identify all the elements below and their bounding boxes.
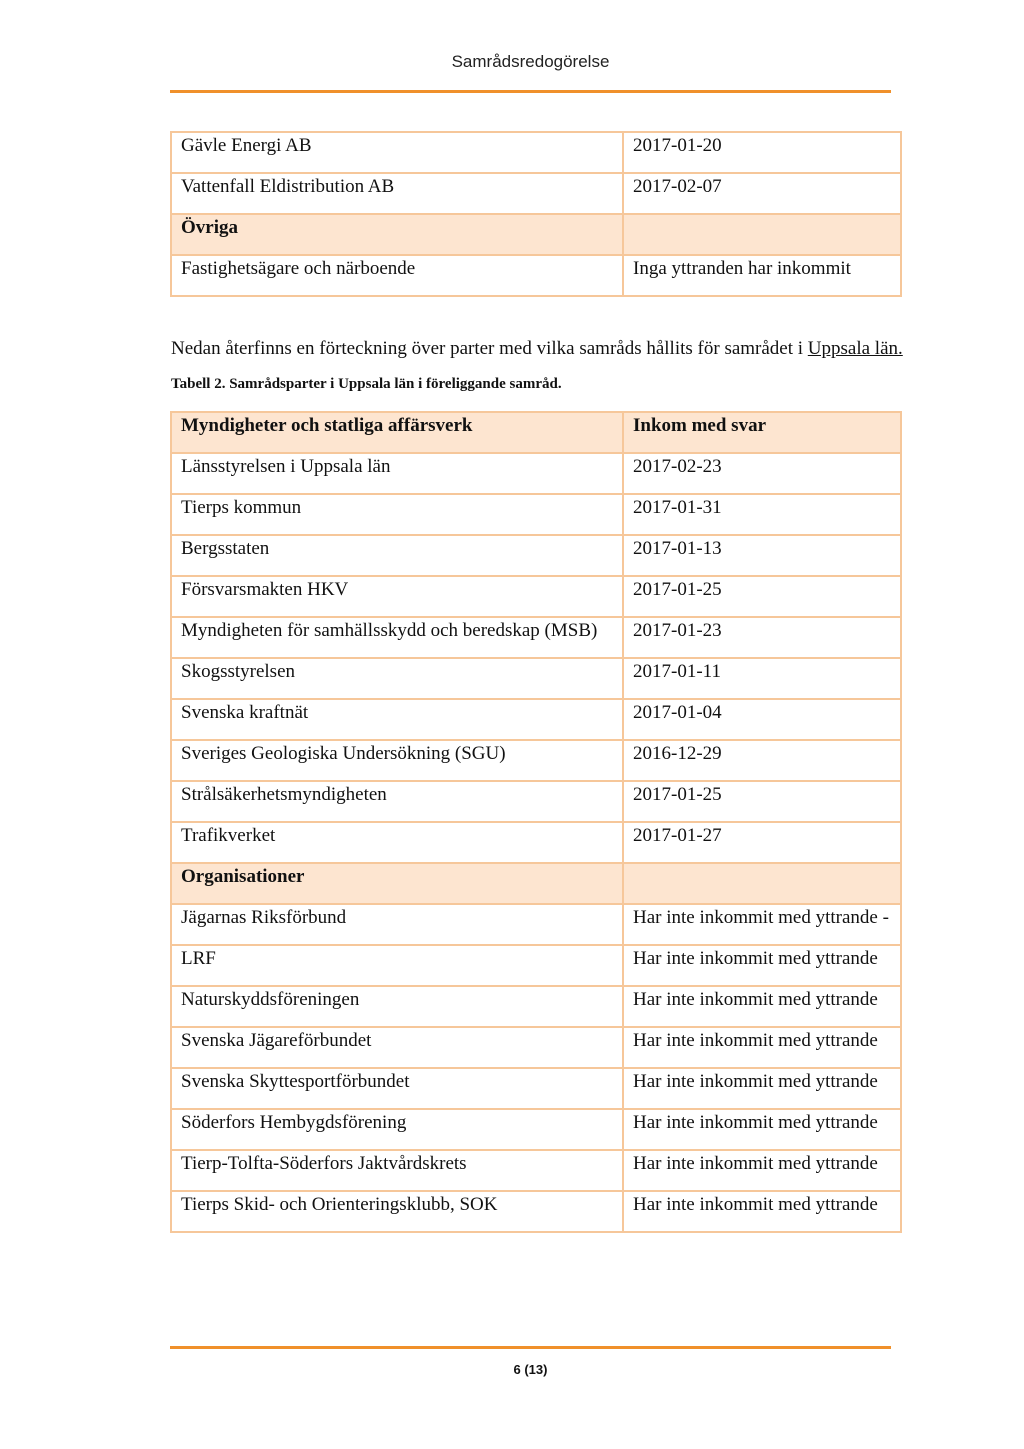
table-row <box>171 576 901 617</box>
party-cell: Tierps Skid- och Orienteringsklubb, SOK <box>171 1191 623 1232</box>
table-row <box>171 986 901 1027</box>
response-cell: 2017-01-13 <box>623 535 901 576</box>
response-cell: Har inte inkommit med yttrande <box>623 1027 901 1068</box>
response-cell: 2017-02-07 <box>623 173 901 214</box>
response-cell: Har inte inkommit med yttrande <box>623 1068 901 1109</box>
party-cell: Skogsstyrelsen <box>171 658 623 699</box>
table-row <box>171 699 901 740</box>
party-cell: Naturskyddsföreningen <box>171 986 623 1027</box>
party-cell: Svenska Skyttesportförbundet <box>171 1068 623 1109</box>
table-row <box>171 945 901 986</box>
response-cell: 2017-01-11 <box>623 658 901 699</box>
party-cell: Bergsstaten <box>171 535 623 576</box>
party-cell: Sveriges Geologiska Undersökning (SGU) <box>171 740 623 781</box>
table-row <box>171 1027 901 1068</box>
party-cell: Övriga <box>171 214 623 255</box>
table-section-header <box>171 412 901 453</box>
footer-rule <box>170 1346 891 1349</box>
table-row <box>171 1150 901 1191</box>
table-row <box>171 255 901 296</box>
party-cell: LRF <box>171 945 623 986</box>
uppsala-consultation-table <box>170 411 902 1233</box>
response-cell: 2017-01-25 <box>623 781 901 822</box>
table-row <box>171 535 901 576</box>
table-row <box>171 822 901 863</box>
running-header: Samrådsredogörelse <box>451 52 610 71</box>
response-cell: Inkom med svar <box>623 412 901 453</box>
table-row <box>171 740 901 781</box>
response-cell: Har inte inkommit med yttrande <box>623 986 901 1027</box>
table-row <box>171 1068 901 1109</box>
party-cell: Söderfors Hembygdsförening <box>171 1109 623 1150</box>
party-cell: Länsstyrelsen i Uppsala län <box>171 453 623 494</box>
response-cell: 2017-01-04 <box>623 699 901 740</box>
party-cell: Tierp-Tolfta-Söderfors Jaktvårdskrets <box>171 1150 623 1191</box>
party-cell: Strålsäkerhetsmyndigheten <box>171 781 623 822</box>
party-cell: Trafikverket <box>171 822 623 863</box>
party-cell: Jägarnas Riksförbund <box>171 904 623 945</box>
party-cell: Svenska kraftnät <box>171 699 623 740</box>
response-cell: Har inte inkommit med yttrande <box>623 1150 901 1191</box>
response-cell: 2017-01-23 <box>623 617 901 658</box>
party-cell: Tierps kommun <box>171 494 623 535</box>
table-row <box>171 1109 901 1150</box>
consultation-table-body <box>171 132 901 296</box>
response-cell: Inga yttranden har inkommit <box>623 255 901 296</box>
intro-paragraph <box>171 338 931 360</box>
response-cell: 2017-01-31 <box>623 494 901 535</box>
party-cell: Vattenfall Eldistribution AB <box>171 173 623 214</box>
response-cell: 2016-12-29 <box>623 740 901 781</box>
table-row <box>171 1191 901 1232</box>
party-cell: Gävle Energi AB <box>171 132 623 173</box>
response-cell: 2017-01-25 <box>623 576 901 617</box>
party-cell: Organisationer <box>171 863 623 904</box>
response-cell: Har inte inkommit med yttrande <box>623 1191 901 1232</box>
party-cell: Fastighetsägare och närboende <box>171 255 623 296</box>
response-cell <box>623 863 901 904</box>
table-row <box>171 173 901 214</box>
table-section-header <box>171 214 901 255</box>
response-cell: Har inte inkommit med yttrande <box>623 945 901 986</box>
table-caption: Tabell 2. Samrådsparter i Uppsala län i föreliggande samråd. <box>171 376 562 392</box>
uppsala-table-body <box>171 412 901 1232</box>
response-cell: 2017-02-23 <box>623 453 901 494</box>
table-row <box>171 453 901 494</box>
consultation-table-continued <box>170 131 902 297</box>
table-section-header <box>171 863 901 904</box>
table-row <box>171 132 901 173</box>
party-cell: Myndigheter och statliga affärsverk <box>171 412 623 453</box>
party-cell: Svenska Jägareförbundet <box>171 1027 623 1068</box>
table-row <box>171 617 901 658</box>
intro-text: Nedan återfinns en förteckning över parter med vilka samråds hållits för samrådet i <box>171 338 808 359</box>
party-cell: Myndigheten för samhällsskydd och beredskap (MSB) <box>171 617 623 658</box>
response-cell: Har inte inkommit med yttrande - <box>623 904 901 945</box>
response-cell: 2017-01-27 <box>623 822 901 863</box>
response-cell: 2017-01-20 <box>623 132 901 173</box>
table-row <box>171 904 901 945</box>
table-row <box>171 494 901 535</box>
response-cell <box>623 214 901 255</box>
response-cell: Har inte inkommit med yttrande <box>623 1109 901 1150</box>
header-rule <box>170 90 891 93</box>
party-cell: Försvarsmakten HKV <box>171 576 623 617</box>
table-row <box>171 781 901 822</box>
table-row <box>171 658 901 699</box>
page-number: 6 (13) <box>513 1362 548 1377</box>
uppsala-link[interactable]: Uppsala län. <box>807 338 903 359</box>
